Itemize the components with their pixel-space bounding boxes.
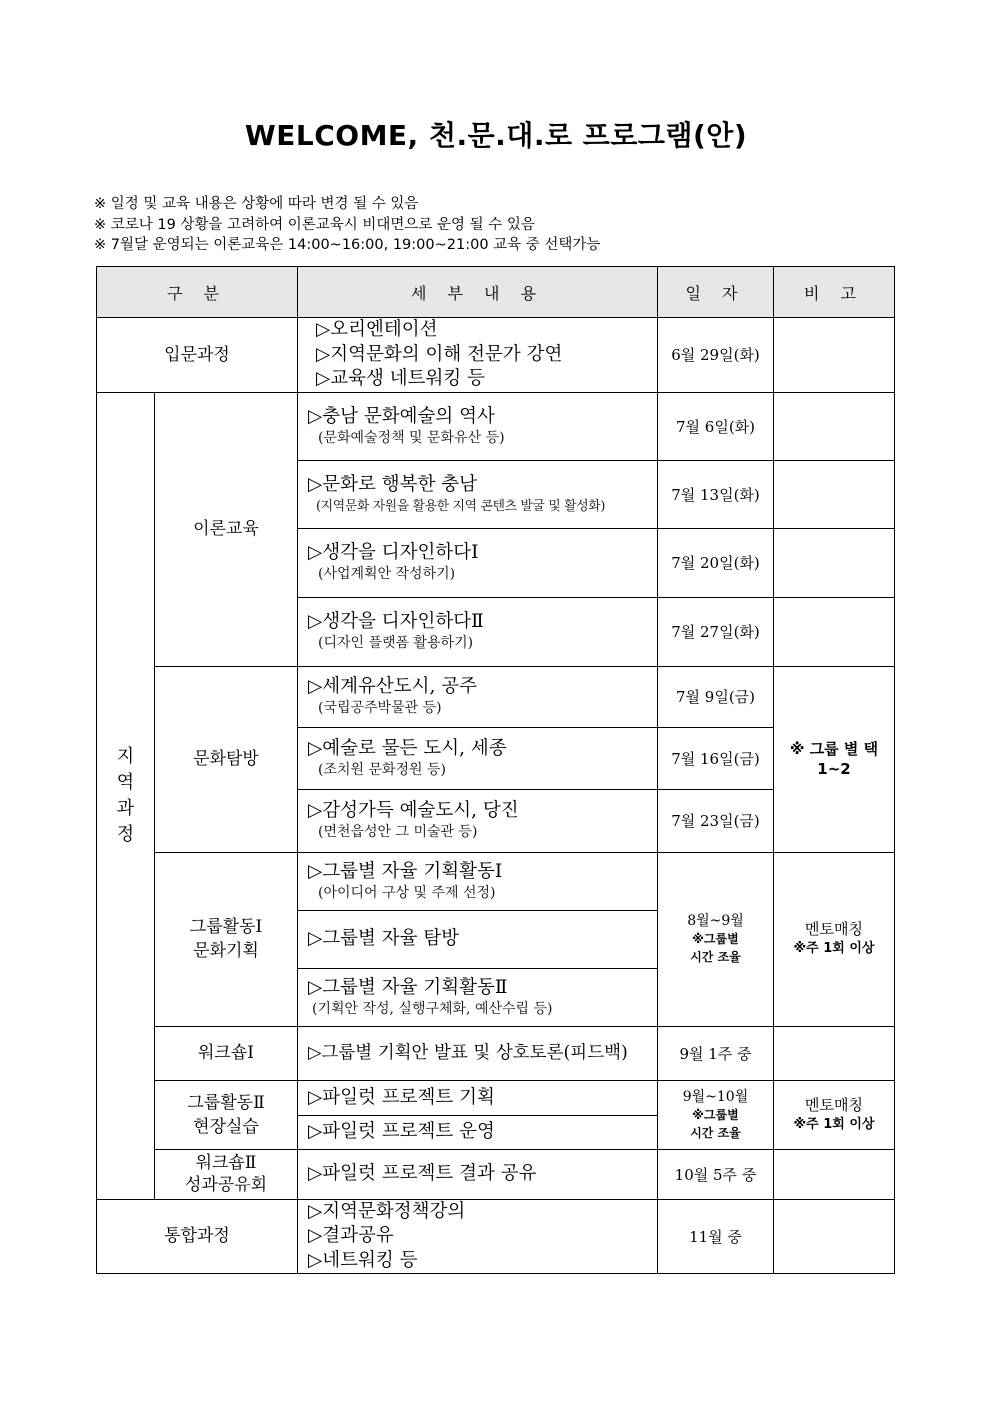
date-cell: 6월 29일(화): [658, 318, 774, 393]
category-integrated: 통합과정: [97, 1199, 298, 1274]
content-item: ▷지역문화의 이해 전문가 강연: [316, 343, 563, 365]
content-sub: (아이디어 구상 및 주제 선정): [318, 884, 496, 901]
table-row: [97, 318, 895, 393]
notice-list: [94, 194, 914, 256]
content-sub: (기획안 작성, 실행구체화, 예산수립 등): [312, 1000, 553, 1017]
content-cell: [298, 910, 658, 968]
date-cell: 7월 16일(금): [658, 727, 774, 789]
date-cell: 7월 27일(화): [658, 597, 774, 666]
content-main: ▷그룹별 자율 기획활동Ⅱ: [308, 976, 508, 998]
date-cell: 7월 9일(금): [658, 666, 774, 727]
date-cell: 9월 1주 중: [658, 1026, 774, 1080]
category-theory: 이론교육: [155, 392, 298, 666]
remark-mentor-matching: 멘토매칭 ※주 1회 이상: [774, 1080, 895, 1149]
remark-group-choice: ※ 그룹 별 택 1~2: [774, 666, 895, 852]
content-item: ▷교육생 네트워킹 등: [316, 368, 485, 389]
content-main: ▷그룹별 자율 기획활동Ⅰ: [308, 860, 503, 882]
notice-item: ※ 7월달 운영되는 이론교육은 14:00~16:00, 19:00~21:00 교육 중 선택가능: [94, 237, 601, 253]
content-sub: (국립공주박물관 등): [318, 700, 442, 716]
content-item: ▷지역문화정책강의: [308, 1200, 466, 1222]
table-row: [97, 666, 895, 727]
regional-course-label: 지 역 과 정: [97, 392, 155, 1199]
content-main: ▷생각을 디자인하다Ⅱ: [308, 611, 484, 632]
content-cell: [298, 968, 658, 1026]
date-cell: 9월~10월 ※그룹별 시간 조율: [658, 1080, 774, 1149]
content-cell: [298, 460, 658, 528]
header-remark: 비 고: [774, 267, 895, 318]
table-row: [97, 852, 895, 910]
table-row: [97, 1080, 895, 1115]
content-main: ▷세계유산도시, 공주: [308, 676, 477, 697]
date-cell: 8월~9월 ※그룹별 시간 조율: [658, 852, 774, 1026]
remark-cell: [774, 1199, 895, 1274]
content-cell: [298, 1026, 658, 1080]
content-item: ▷결과공유: [308, 1225, 394, 1246]
table-row: [97, 1199, 895, 1274]
category-group-activity-1: 그룹활동Ⅰ 문화기획: [155, 852, 298, 1026]
content-main: ▷그룹별 자율 탐방: [308, 928, 460, 949]
header-category: 구 분: [97, 267, 298, 318]
content-cell: [298, 318, 658, 393]
content-cell: [298, 1080, 658, 1115]
content-cell: [298, 597, 658, 666]
remark-cell: [774, 597, 895, 666]
content-main: ▷예술로 물든 도시, 세종: [308, 737, 507, 759]
content-main: ▷그룹별 기획안 발표 및 상호토론(피드백): [308, 1043, 628, 1063]
content-main: ▷충남 문화예술의 역사: [308, 405, 495, 427]
content-item: ▷네트워킹 등: [308, 1249, 418, 1271]
content-cell: [298, 528, 658, 597]
date-cell: 7월 13일(화): [658, 460, 774, 528]
remark-cell: [774, 392, 895, 460]
content-cell: [298, 1115, 658, 1149]
date-cell: 7월 23일(금): [658, 789, 774, 852]
content-cell: [298, 727, 658, 789]
content-main: ▷파일럿 프로젝트 기획: [308, 1086, 495, 1108]
table-header-row: [97, 267, 895, 318]
header-content: 세 부 내 용: [298, 267, 658, 318]
content-item: ▷오리엔테이션: [316, 319, 438, 340]
table-row: [97, 1026, 895, 1080]
content-sub: (조치원 문화정원 등): [318, 761, 447, 778]
date-cell: 10월 5주 중: [658, 1149, 774, 1199]
header-date: 일 자: [658, 267, 774, 318]
content-cell: [298, 392, 658, 460]
notice-item: ※ 일정 및 교육 내용은 상황에 따라 변경 될 수 있음: [94, 196, 419, 212]
content-sub: (사업계획안 작성하기): [318, 566, 456, 582]
content-main: ▷감성가득 예술도시, 당진: [308, 800, 519, 821]
content-sub: (면천읍성안 그 미술관 등): [318, 824, 478, 840]
notice-item: ※ 코로나 19 상황을 고려하여 이론교육시 비대면으로 운영 될 수 있음: [94, 216, 535, 233]
remark-cell: [774, 460, 895, 528]
remark-cell: [774, 1026, 895, 1080]
table-row: [97, 392, 895, 460]
content-sub: (디자인 플랫폼 활용하기): [318, 635, 474, 651]
remark-cell: [774, 528, 895, 597]
content-cell: [298, 789, 658, 852]
category-intro: 입문과정: [97, 318, 298, 393]
page-title: WELCOME, 천.문.대.로 프로그램(안): [244, 119, 748, 152]
content-sub: (문화예술정책 및 문화유산 등): [318, 429, 505, 446]
remark-mentor-matching: 멘토매칭 ※주 1회 이상: [774, 852, 895, 1026]
content-main: ▷파일럿 프로젝트 운영: [308, 1121, 495, 1142]
content-main: ▷생각을 디자인하다Ⅰ: [308, 542, 479, 563]
content-cell: [298, 666, 658, 727]
content-sub: (지역문화 자원을 활용한 지역 콘텐츠 발굴 및 활성화): [316, 498, 606, 514]
content-cell: [298, 852, 658, 910]
date-cell: 11월 중: [658, 1199, 774, 1274]
date-cell: 7월 20일(화): [658, 528, 774, 597]
content-main: ▷문화로 행복한 충남: [308, 473, 477, 495]
category-workshop-2: 워크숍Ⅱ 성과공유회: [155, 1149, 298, 1199]
date-cell: 7월 6일(화): [658, 392, 774, 460]
remark-cell: [774, 1149, 895, 1199]
category-group-activity-2: 그룹활동Ⅱ 현장실습: [155, 1080, 298, 1149]
category-workshop-1: 워크숍Ⅰ: [155, 1026, 298, 1080]
content-cell: [298, 1149, 658, 1199]
schedule-table: [96, 266, 895, 1274]
category-field-trip: 문화탐방: [155, 666, 298, 852]
table-row: [97, 1149, 895, 1199]
content-cell: [298, 1199, 658, 1274]
content-main: ▷파일럿 프로젝트 결과 공유: [308, 1163, 537, 1184]
remark-cell: [774, 318, 895, 393]
